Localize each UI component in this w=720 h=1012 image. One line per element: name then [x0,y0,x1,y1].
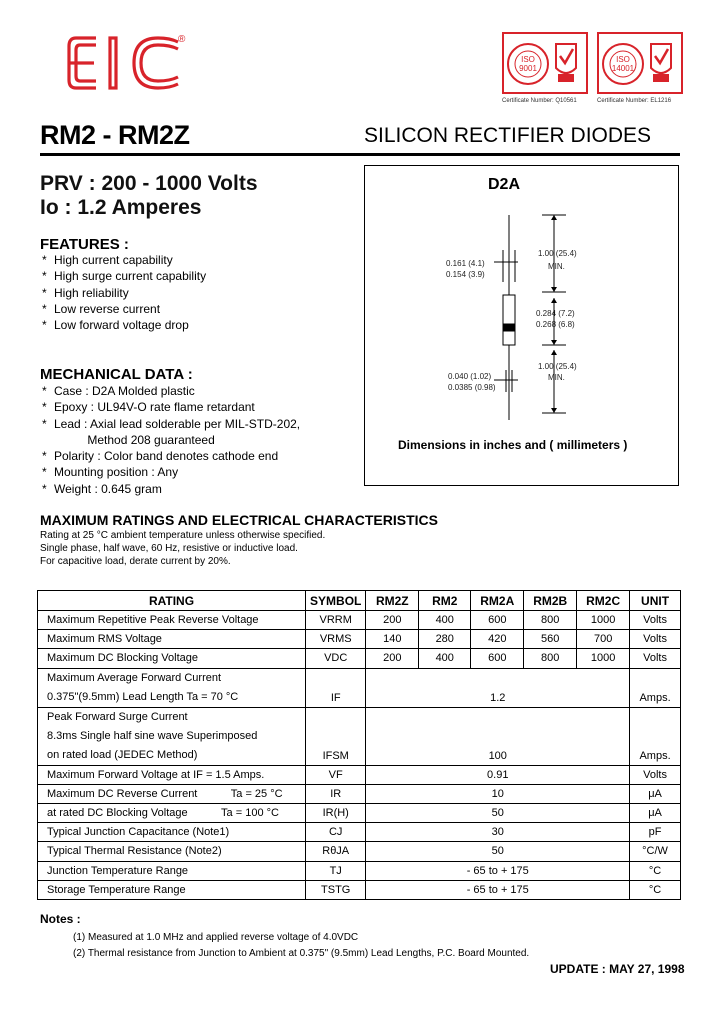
table-row [38,630,681,649]
list-item: * Case : D2A Molded plastic [42,384,195,398]
list-item: Method 208 guaranteed [54,432,215,447]
column-header: RATING [38,591,306,611]
rating-cell: Maximum Forward Voltage at IF = 1.5 Amps. [38,765,306,784]
symbol-cell: RθJA [306,842,366,861]
table-header-row [38,591,681,611]
rating-cell: Maximum Average Forward Current 0.375"(9.5mm) Lead Length Ta = 70 °C [38,668,306,707]
condition-line: Rating at 25 °C ambient temperature unless otherwise specified. [40,530,326,541]
list-item: * Epoxy : UL94V-O rate flame retardant [42,400,255,415]
unit-cell: Amps. [630,707,681,765]
value-cell: 30 [366,823,630,842]
unit-cell: Volts [630,765,681,784]
symbol-cell: VDC [306,649,366,668]
column-header: RM2Z [366,591,419,611]
table-row [38,611,681,630]
note-item: (2) Thermal resistance from Junction to Ambient at 0.375" (9.5mm) Lead Lengths, P.C. Board Mounted. [73,948,530,959]
value-cell: 600 [471,649,524,668]
unit-cell: pF [630,823,681,842]
value-cell: 200 [366,649,419,668]
dim-lead-dia-min: 0.0385 (0.98) [448,383,496,392]
dim-dia-max: 0.161 (4.1) [446,259,485,268]
value-cell: 420 [471,630,524,649]
symbol-cell: TJ [306,861,366,880]
symbol-cell: IF [306,668,366,707]
unit-cell: °C/W [630,842,681,861]
value-cell: - 65 to + 175 [366,880,630,899]
table-row [38,803,681,822]
list-item: * Low reverse current [42,301,161,316]
iso-14001-certificate [597,32,683,94]
prv-spec: PRV : 200 - 1000 Volts [40,172,258,195]
value-cell: - 65 to + 175 [366,861,630,880]
value-cell: 1000 [577,611,630,630]
notes-title: Notes : [40,912,81,926]
mechanical-title: MECHANICAL DATA : [40,366,193,383]
unit-cell: μA [630,784,681,803]
dim-lead-top-min: MIN. [548,262,565,271]
symbol-cell: IFSM [306,707,366,765]
value-cell: 560 [524,630,577,649]
rating-cell: Peak Forward Surge Current 8.3ms Single half sine wave Superimposed on rated load (JEDEC Method) [38,707,306,765]
table-row [38,880,681,899]
rating-cell: Storage Temperature Range [38,880,306,899]
mechanical-list [40,383,300,497]
features-title: FEATURES : [40,236,129,253]
dimension-caption: Dimensions in inches and ( millimeters ) [398,438,628,452]
list-item: * High current capability [42,253,173,267]
cert1-caption: Certificate Number: Q10561 [502,98,577,104]
rating-cell: Maximum DC Blocking Voltage [38,649,306,668]
value-cell: 400 [419,649,471,668]
value-cell: 200 [366,611,419,630]
eic-logo [66,32,186,94]
notes-list [73,930,529,962]
features-list [40,252,206,333]
cert1-standard: ISO [521,55,535,64]
table-row [38,842,681,861]
value-cell: 600 [471,611,524,630]
unit-cell: Volts [630,649,681,668]
dim-dia-min: 0.154 (3.9) [446,270,485,279]
table-row [38,784,681,803]
rating-cell: Junction Temperature Range [38,861,306,880]
value-cell: 700 [577,630,630,649]
package-dimension-drawing [366,200,678,430]
ratings-table [37,590,681,900]
dim-lead-dia-max: 0.040 (1.02) [448,372,492,381]
registered-mark: ® [178,34,186,45]
symbol-cell: IR [306,784,366,803]
cert2-caption: Certificate Number: EL1216 [597,98,672,104]
value-cell: 280 [419,630,471,649]
unit-cell: Amps. [630,668,681,707]
cert2-standard: ISO [616,55,630,64]
column-header: RM2A [471,591,524,611]
unit-cell: Volts [630,611,681,630]
dim-lead-top: 1.00 (25.4) [538,249,577,258]
ratings-title: MAXIMUM RATINGS AND ELECTRICAL CHARACTERISTICS [40,512,438,528]
value-cell: 10 [366,784,630,803]
unit-cell: °C [630,880,681,899]
table-row [38,649,681,668]
rating-cell: Maximum RMS Voltage [38,630,306,649]
update-date: UPDATE : MAY 27, 1998 [550,962,685,976]
table-row [38,707,681,765]
ratings-conditions [40,529,325,568]
table-row [38,668,681,707]
column-header: RM2 [419,591,471,611]
column-header: UNIT [630,591,681,611]
value-cell: 100 [366,707,630,765]
symbol-cell: VRRM [306,611,366,630]
column-header: RM2B [524,591,577,611]
cert2-number: 14001 [611,64,635,73]
symbol-cell: CJ [306,823,366,842]
product-description: SILICON RECTIFIER DIODES [364,124,652,147]
value-cell: 50 [366,803,630,822]
list-item: * Mounting position : Any [42,465,179,480]
header-divider [40,153,680,156]
list-item: * High reliability [42,285,129,300]
symbol-cell: TSTG [306,880,366,899]
list-item: * High surge current capability [42,269,207,284]
dim-body-min: 0.268 (6.8) [536,320,575,329]
column-header: RM2C [577,591,630,611]
io-spec: Io : 1.2 Amperes [40,196,202,219]
rating-cell: Maximum Repetitive Peak Reverse Voltage [38,611,306,630]
key-specs [40,172,258,220]
value-cell: 50 [366,842,630,861]
condition-line: Single phase, half wave, 60 Hz, resistive or inductive load. [40,543,298,554]
rating-cell: Typical Junction Capacitance (Note1) [38,823,306,842]
iso-9001-certificate [502,32,588,94]
list-item: * Lead : Axial lead solderable per MIL-STD-202, [42,416,301,431]
package-name: D2A [488,176,521,193]
value-cell: 800 [524,611,577,630]
dim-lead-bottom-min: MIN. [548,373,565,382]
rating-cell: Maximum DC Reverse Current Ta = 25 °C [38,784,306,803]
table-row [38,823,681,842]
cert1-number: 9001 [519,64,537,73]
rating-cell: Typical Thermal Resistance (Note2) [38,842,306,861]
symbol-cell: VRMS [306,630,366,649]
condition-line: For capacitive load, derate current by 20%. [40,556,231,567]
unit-cell: μA [630,803,681,822]
value-cell: 0.91 [366,765,630,784]
value-cell: 800 [524,649,577,668]
unit-cell: Volts [630,630,681,649]
dim-lead-bottom: 1.00 (25.4) [538,362,577,371]
value-cell: 1.2 [366,668,630,707]
note-item: (1) Measured at 1.0 MHz and applied reverse voltage of 4.0VDC [73,932,359,943]
symbol-cell: VF [306,765,366,784]
symbol-cell: IR(H) [306,803,366,822]
value-cell: 400 [419,611,471,630]
rating-cell: at rated DC Blocking Voltage Ta = 100 °C [38,803,306,822]
table-row [38,765,681,784]
value-cell: 140 [366,630,419,649]
table-row [38,861,681,880]
list-item: * Polarity : Color band denotes cathode end [42,449,279,464]
value-cell: 1000 [577,649,630,668]
list-item: * Low forward voltage drop [42,318,189,333]
part-range-title: RM2 - RM2Z [40,120,190,150]
unit-cell: °C [630,861,681,880]
dim-body-max: 0.284 (7.2) [536,309,575,318]
list-item: * Weight : 0.645 gram [42,481,162,496]
column-header: SYMBOL [306,591,366,611]
